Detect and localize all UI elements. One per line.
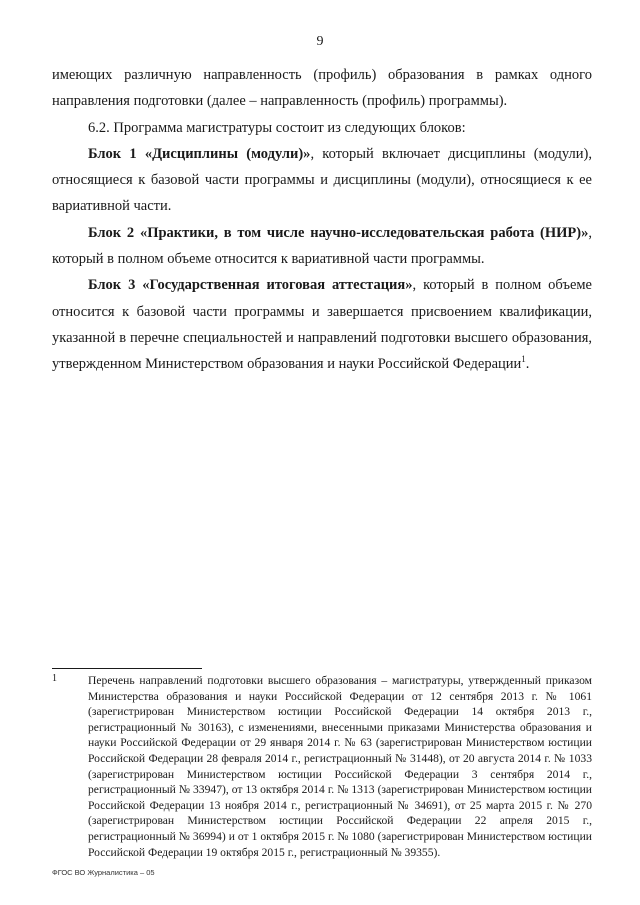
block-2-text: , который в полном объеме относится к вариативной части программы.	[52, 224, 592, 268]
paragraph-profile: имеющих различную направленность (профиль) образования в рамках одного направления подготовки (далее – направленность (профиль) программы).	[52, 67, 592, 110]
main-text	[52, 62, 592, 378]
paragraph-program-structure: 6.2. Программа магистратуры состоит из следующих блоков:	[88, 119, 466, 136]
paragraph-block-2	[52, 220, 592, 273]
footer-document-code: ФГОС ВО Журналистика – 05	[52, 868, 155, 877]
footnote-text: Перечень направлений подготовки высшего образования – магистратуры, утвержденный приказом Министерства образования и науки Российской Федерации от 12 сентября 2013 г. № 1061 (зарегистрирован Министерством юстиции Российской Федерации 14 октября 2013 г., регистрационный № 30163), с изменениями, внесенными приказами Министерства образования и науки Российской Федерации от 29 января 2014 г. № 63 (зарегистрирован Министерством юстиции Российской Федерации 28 февраля 2014 г., регистрационный № 31448), от 20 августа 2014 г. № 1033 (зарегистрирован Министерством юстиции Российской Федерации 3 сентября 2014 г., регистрационный № 33947), от 13 октября 2014 г. № 1313 (зарегистрирован Министерством юстиции Российской Федерации 13 ноября 2014 г., регистрационный № 34691), от 25 марта 2015 г. № 270 (зарегистрирован Министерством юстиции Российской Федерации 22 апреля 2015 г., регистрационный № 36994) и от 1 октября 2015 г. № 1080 (зарегистрирован Министерством юстиции Российской Федерации 19 октября 2015 г., регистрационный № 39355).	[88, 674, 592, 859]
block-3-text: , который в полном объеме относится к базовой части программы и завершается присвоением квалификации, указанной в перечне специальностей и направлений подготовки высшего образования, утвержденном Министерством образования и науки Российской Федерации	[52, 277, 592, 373]
footnote	[52, 673, 592, 860]
footnote-divider	[52, 668, 202, 669]
block-3-title: Блок 3 «Государственная итоговая аттестация»	[88, 277, 413, 294]
paragraph-block-1	[52, 141, 592, 220]
page-number: 9	[316, 34, 324, 49]
paragraph-block-3	[52, 272, 592, 377]
block-2-title: Блок 2 «Практики, в том числе научно-исследовательская работа (НИР)»	[88, 224, 589, 241]
footnote-reference[interactable]: 1	[521, 354, 526, 365]
block-1-text: , который включает дисциплины (модули), относящиеся к базовой части программы и дисциплины (модули), относящиеся к ее вариативной части.	[52, 145, 592, 215]
paragraph-end-period: .	[525, 356, 530, 373]
footnote-mark: 1	[52, 673, 57, 684]
block-1-title: Блок 1 «Дисциплины (модули)»	[88, 145, 311, 162]
